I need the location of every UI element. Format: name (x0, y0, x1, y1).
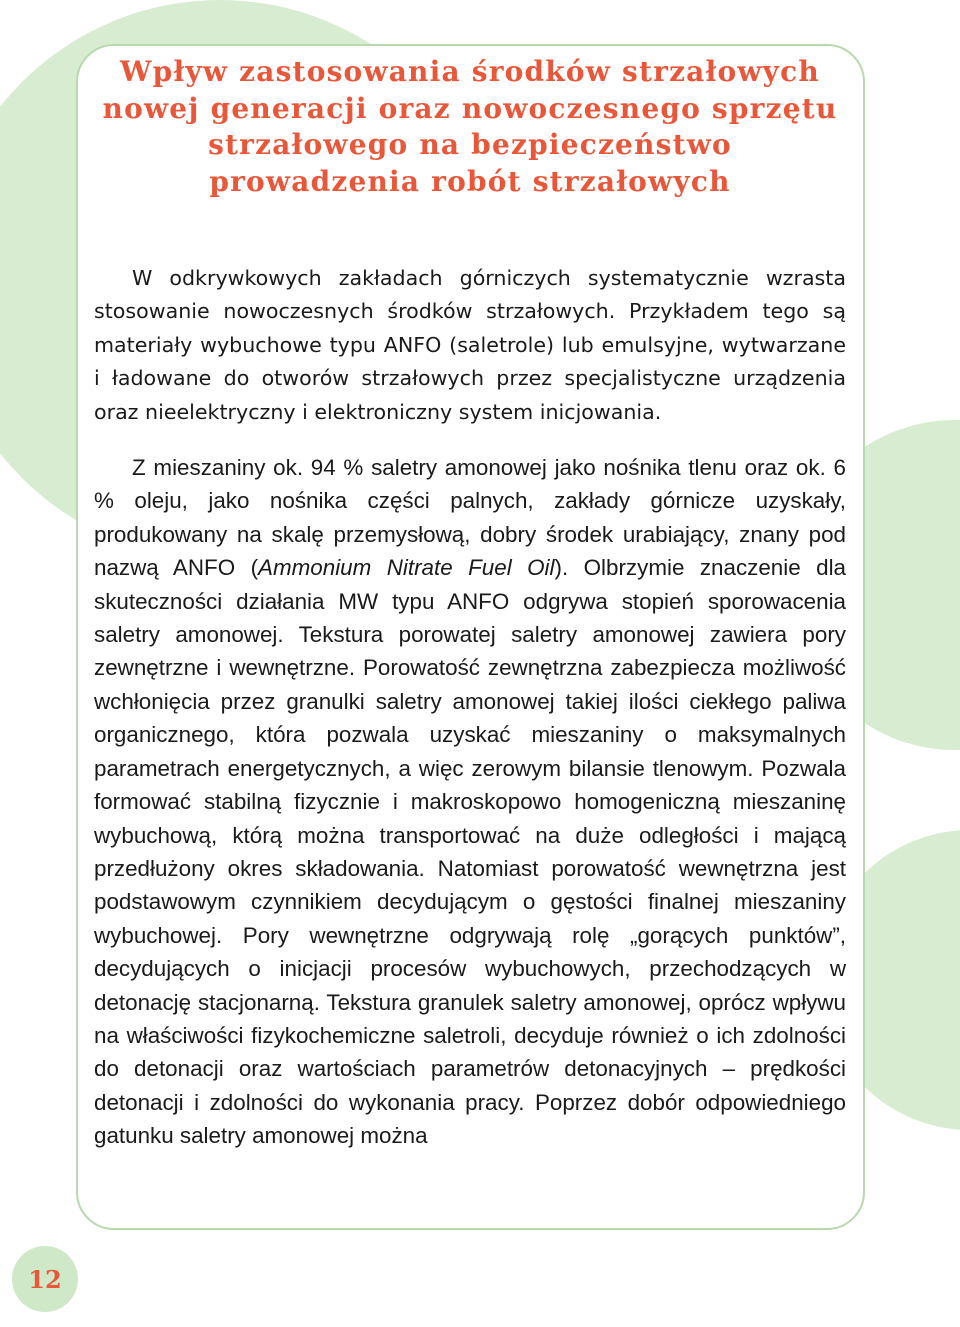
paragraph-1: W odkrywkowych zakładach górniczych systematycznie wzrasta stosowanie nowoczesnych środków strzałowych. Przykładem tego są materiały wybuchowe typu ANFO (saletrole) lub emulsyjne, wytwarzane i ładowane do otworów strzałowych przez specjalistyczne urządzenia oraz nieelektryczny i elektroniczny system inicjowania. (94, 266, 846, 424)
article-title: Wpływ zastosowania środków strzałowych nowej generacji oraz nowoczesnego sprzętu strzałowego na bezpieczeństwo prowadzenia robót strzałowych (102, 55, 838, 198)
page-number: 12 (28, 1264, 62, 1294)
paragraph-2 (94, 451, 846, 1153)
article-body (94, 262, 846, 1153)
paragraph-2-italic: Ammonium Nitrate Fuel Oil (258, 555, 555, 581)
page-number-badge (12, 1246, 78, 1312)
paragraph-2-end: ). Olbrzymie znaczenie dla skuteczności działania MW typu ANFO odgrywa stopień sporowacenia saletry amonowej. Tekstura porowatej saletry amonowej zawiera pory zewnętrzne i wewnętrzne. Porowatość zewnętrzna zabezpiecza możliwość wchłonięcia przez granulki saletry amonowej takiej ilości ciekłego paliwa organicznego, która pozwala uzyskać mieszaniny o maksymalnych parametrach energetycznych, a więc zerowym bilansie tlenowym. Pozwala formować stabilną fizycznie i makroskopowo homogeniczną mieszaninę wybuchową, którą można transportować na duże odległości i mającą przedłużony okres składowania. Natomiast porowatość wewnętrzna jest podstawowym czynnikiem decydującym o gęstości finalnej mieszaniny wybuchowej. Pory wewnętrzne odgrywają rolę „gorących punktów”, decydujących o inicjacji procesów wybuchowych, przechodzących w detonację stacjonarną. Tekstura granulek saletry amonowej, oprócz wpływu na właściwości fizykochemiczne saletroli, decyduje również o ich zdolności do detonacji oraz wartościach parametrów detonacyjnych – prędkości detonacji i zdolności do wykonania pracy. Poprzez dobór odpowiedniego gatunku saletry amonowej można (94, 555, 846, 1149)
paragraph-2-start: Z mieszaniny ok. 94 % saletry amonowej jako nośnika tlenu oraz ok. 6 % oleju, jako nośnika części palnych, zakłady górnicze uzyskały, produkowany na skalę przemysłową, dobry środek urabiający, znany pod nazwą ANFO ( (94, 455, 846, 581)
